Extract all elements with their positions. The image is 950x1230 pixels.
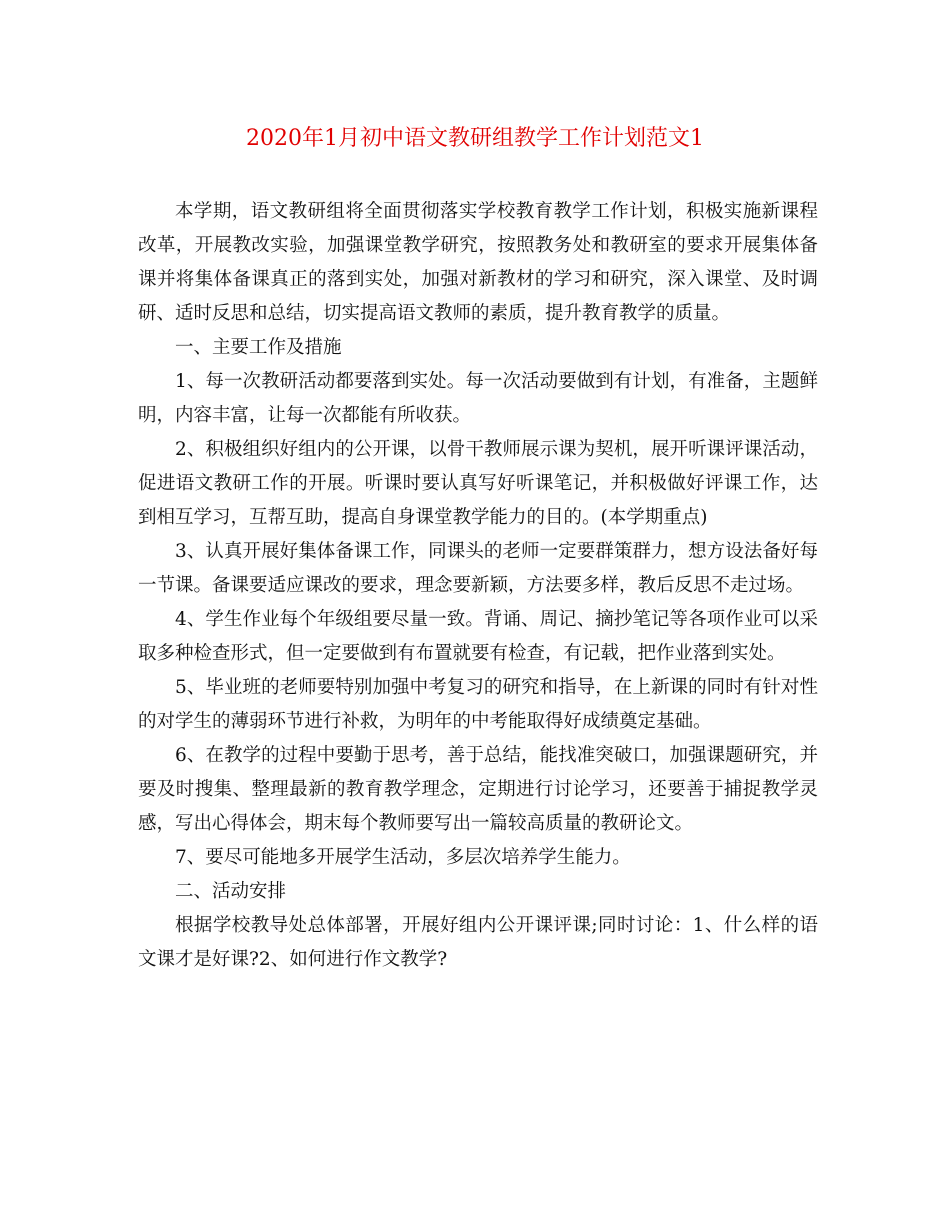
intro-paragraph: 本学期，语文教研组将全面贯彻落实学校教育教学工作计划，积极实施新课程改革，开展教改实验，加强课堂教学研究，按照教务处和教研室的要求开展集体备课并将集体备课真正的落到实处，加强对新教材的学习和研究，深入课堂、及时调研、适时反思和总结，切实提高语文教师的素质，提升教育教学的质量。 — [138, 201, 818, 324]
measure-item-5: 5、毕业班的老师要特别加强中考复习的研究和指导，在上新课的同时有针对性的对学生的薄弱环节进行补救，为明年的中考能取得好成绩奠定基础。 — [138, 677, 818, 732]
measure-item-6: 6、在教学的过程中要勤于思考，善于总结，能找准突破口，加强课题研究，并要及时搜集、整理最新的教育教学理念，定期进行讨论学习，还要善于捕捉教学灵感，写出心得体会，期末每个教师要写出一篇较高质量的教研论文。 — [138, 745, 818, 834]
document-title: 2020年1月初中语文教研组教学工作计划范文1 — [246, 126, 704, 151]
activities-paragraph: 根据学校教导处总体部署，开展好组内公开课评课;同时讨论：1、什么样的语文课才是好课?2、如何进行作文教学? — [138, 915, 818, 970]
section-heading-main-work: 一、主要工作及措施 — [175, 337, 342, 358]
section-heading-activities: 二、活动安排 — [175, 881, 287, 902]
document-body — [138, 195, 818, 977]
measure-item-3: 3、认真开展好集体备课工作，同课头的老师一定要群策群力，想方设法备好每一节课。备课要适应课改的要求，理念要新颖，方法要多样，教后反思不走过场。 — [138, 541, 818, 596]
measure-item-4: 4、学生作业每个年级组要尽量一致。背诵、周记、摘抄笔记等各项作业可以采取多种检查形式，但一定要做到有布置就要有检查，有记载，把作业落到实处。 — [138, 609, 818, 664]
measure-item-1: 1、每一次教研活动都要落到实处。每一次活动要做到有计划，有准备，主题鲜明，内容丰富，让每一次都能有所收获。 — [138, 371, 818, 426]
measure-item-7: 7、要尽可能地多开展学生活动，多层次培养学生能力。 — [175, 847, 631, 868]
measure-item-2: 2、积极组织好组内的公开课，以骨干教师展示课为契机，展开听课评课活动，促进语文教研工作的开展。听课时要认真写好听课笔记，并积极做好评课工作，达到相互学习，互帮互助，提高自身课堂教学能力的目的。(本学期重点) — [138, 439, 818, 528]
